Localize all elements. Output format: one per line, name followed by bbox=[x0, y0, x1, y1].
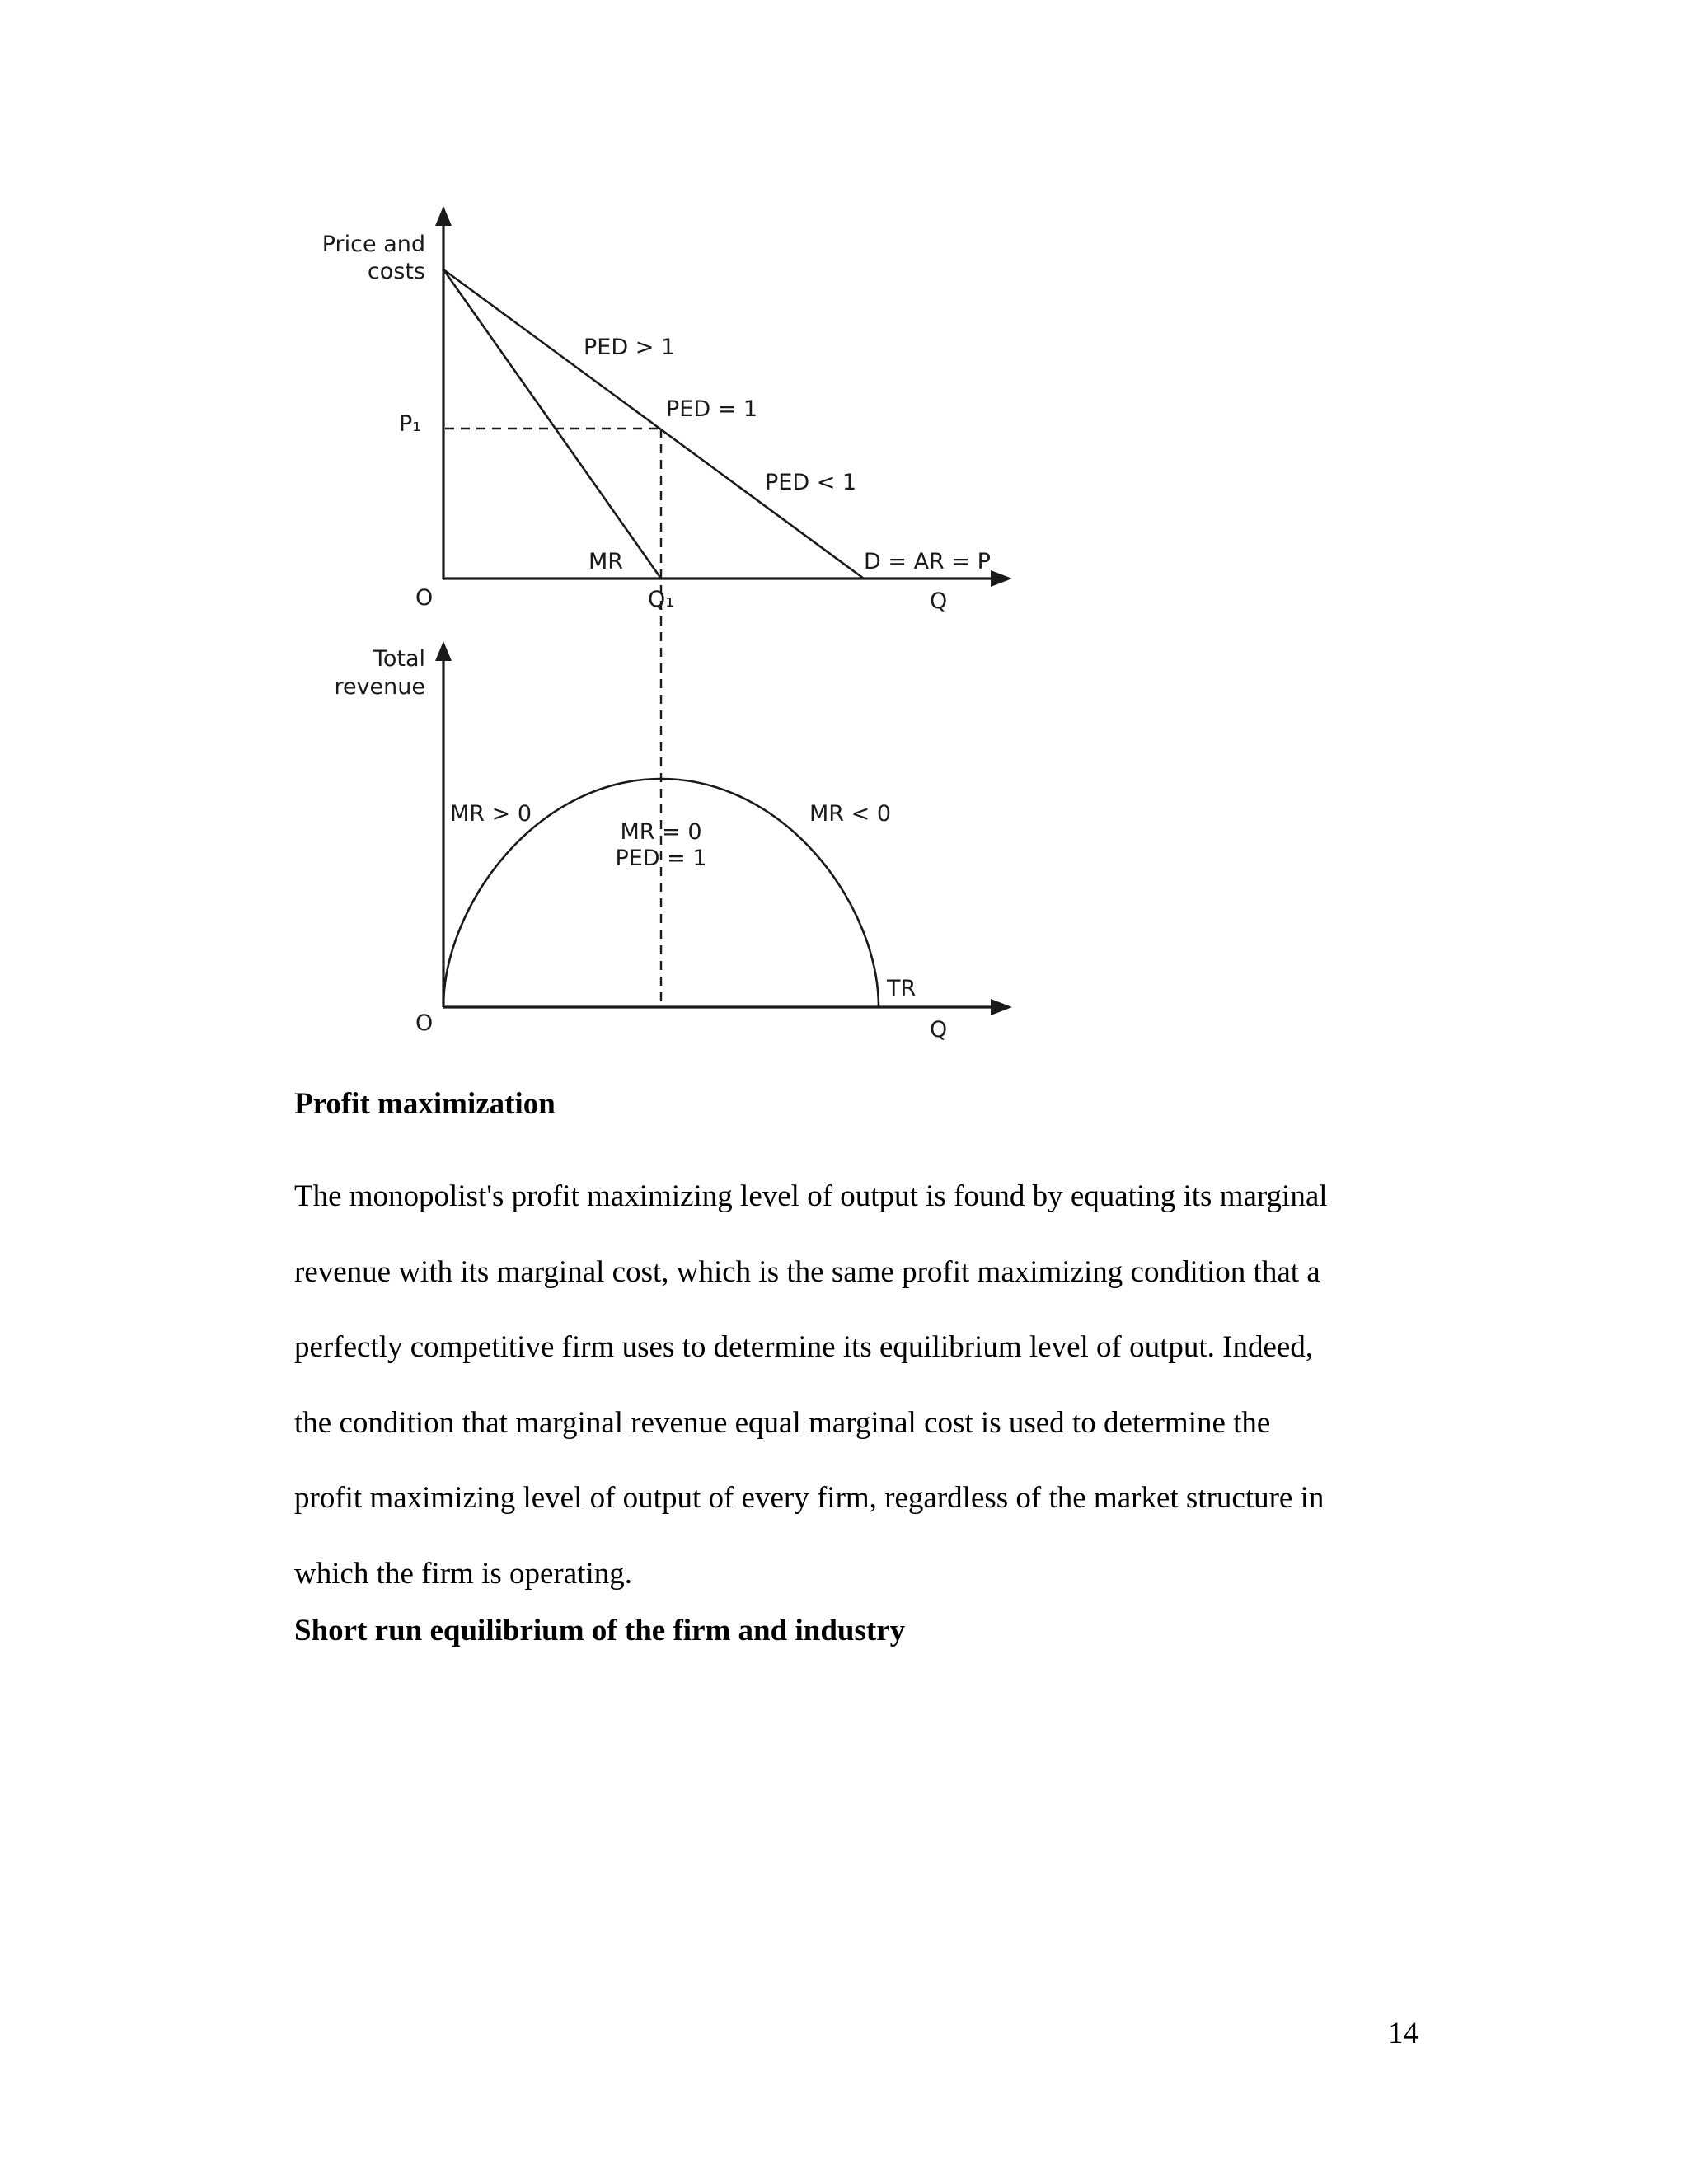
top-y-axis-label-line2: costs bbox=[367, 259, 425, 284]
top-y-axis-label-line1: Price and bbox=[321, 232, 425, 257]
mr-negative-label: MR < 0 bbox=[809, 801, 892, 827]
mr-zero-label: MR = 0 bbox=[620, 819, 702, 845]
top-x-axis-label: Q bbox=[930, 588, 948, 614]
bottom-x-axis-label: Q bbox=[930, 1017, 948, 1043]
bottom-y-axis-label-line1: Total bbox=[373, 646, 425, 672]
paragraph-line: profit maximizing level of output of every firm, regardless of the market structure in bbox=[294, 1481, 1325, 1515]
paragraph-line: the condition that marginal revenue equal marginal cost is used to determine the bbox=[294, 1405, 1271, 1440]
bottom-panel bbox=[334, 641, 1012, 1043]
mr-curve bbox=[443, 269, 661, 579]
unit-elastic-label: PED = 1 bbox=[666, 396, 758, 422]
ped-one-label: PED = 1 bbox=[615, 846, 707, 871]
top-y-axis-arrow bbox=[435, 206, 452, 226]
bottom-y-axis-label-line2: revenue bbox=[334, 674, 425, 700]
short-run-equilibrium-heading: Short run equilibrium of the firm and industry bbox=[294, 1614, 906, 1647]
inelastic-region-label: PED < 1 bbox=[765, 470, 857, 495]
elastic-region-label: PED > 1 bbox=[584, 335, 676, 360]
tr-label: TR bbox=[887, 976, 917, 1001]
top-panel bbox=[322, 206, 1012, 1007]
bottom-y-axis-arrow bbox=[435, 641, 452, 661]
profit-maximization-paragraph bbox=[294, 1159, 1465, 1611]
mr-label: MR bbox=[588, 549, 624, 574]
paragraph-line: The monopolist's profit maximizing level of output is found by equating its marginal bbox=[294, 1179, 1328, 1213]
top-origin-label: O bbox=[415, 585, 434, 611]
demand-label: D = AR = P bbox=[864, 549, 991, 574]
q1-label: Q₁ bbox=[648, 587, 675, 612]
top-x-axis-arrow bbox=[991, 570, 1012, 587]
paragraph-line: perfectly competitive firm uses to determine its equilibrium level of output. Indeed, bbox=[294, 1330, 1314, 1364]
p1-label: P₁ bbox=[399, 411, 422, 437]
demand-revenue-diagram bbox=[0, 0, 1688, 1088]
page-number: 14 bbox=[1388, 2017, 1418, 2050]
paragraph-line: which the firm is operating. bbox=[294, 1556, 632, 1591]
mr-positive-label: MR > 0 bbox=[450, 801, 532, 827]
bottom-origin-label: O bbox=[415, 1010, 434, 1036]
paragraph-line: revenue with its marginal cost, which is the same profit maximizing condition that a bbox=[294, 1254, 1320, 1289]
profit-maximization-heading: Profit maximization bbox=[294, 1087, 556, 1121]
bottom-x-axis-arrow bbox=[991, 999, 1012, 1015]
demand-curve bbox=[443, 269, 864, 579]
